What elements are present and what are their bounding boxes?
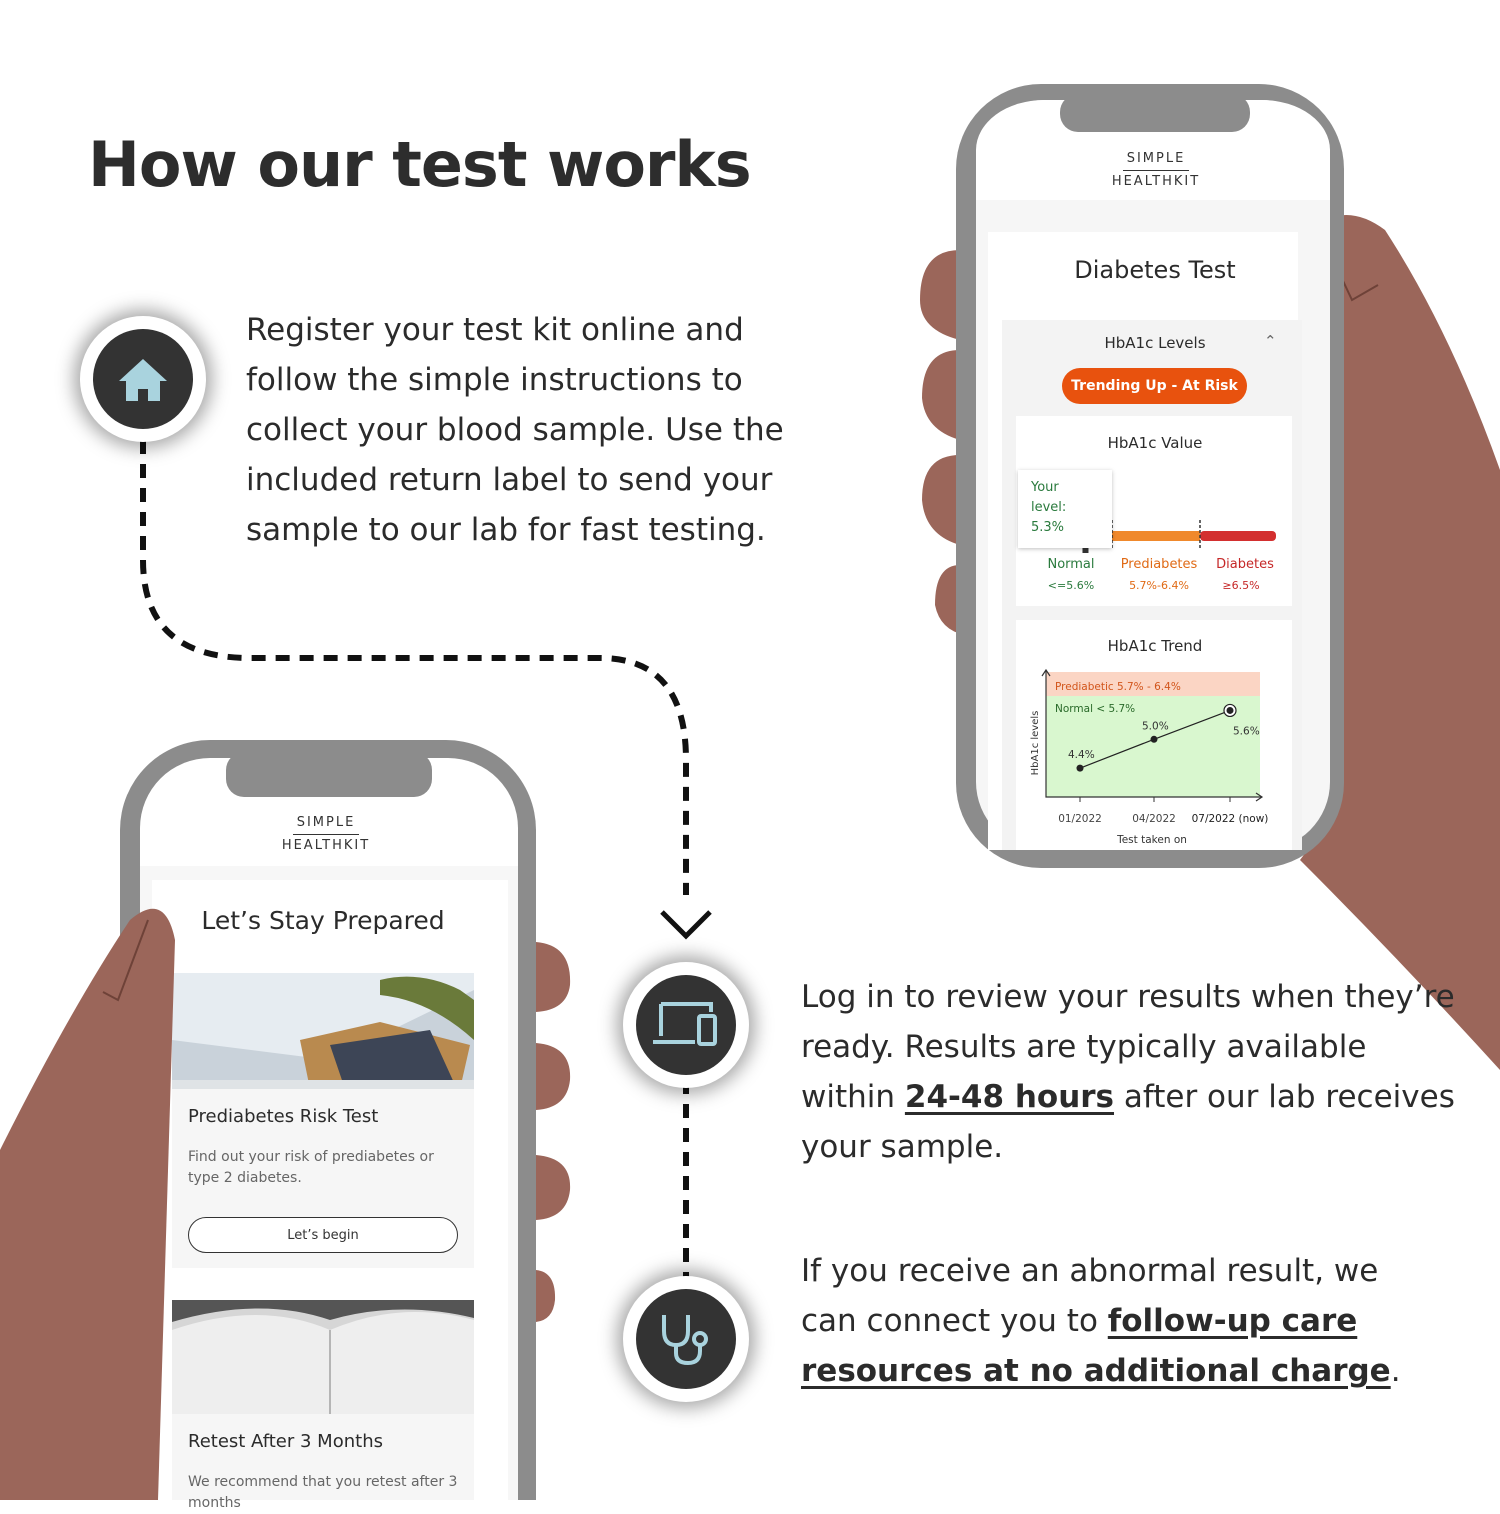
- data-point: [1151, 736, 1158, 743]
- hba1c-value-title: HbA1c Value: [1107, 434, 1203, 452]
- card-retest-description: We recommend that you retest after 3 months: [188, 1474, 458, 1511]
- chevron-down-icon: [662, 912, 710, 936]
- band-label-normal: Normal < 5.7%: [1055, 703, 1136, 715]
- basket-photo: [172, 973, 474, 1089]
- lets-begin-button[interactable]: Let’s begin: [188, 1217, 458, 1253]
- card-retest-title: Retest After 3 Months: [188, 1431, 383, 1452]
- range-label-diabetes: Diabetes: [1216, 557, 1274, 572]
- prepared-title: Let’s Stay Prepared: [201, 906, 445, 935]
- step-care-text: [801, 1246, 1441, 1396]
- stethoscope-icon: [656, 1309, 716, 1369]
- x-axis-label: Test taken on: [1117, 834, 1187, 846]
- prepared-phone-notch: [226, 752, 432, 797]
- hba1c-trend-title: HbA1c Trend: [1107, 637, 1203, 655]
- data-label: 4.4%: [1068, 749, 1095, 762]
- range-value-normal: <=5.6%: [1047, 579, 1095, 592]
- data-label: 5.6%: [1233, 725, 1260, 738]
- home-icon: [115, 351, 171, 407]
- follow-up-care-link[interactable]: follow-up care resources at no additional charge: [801, 1303, 1391, 1389]
- range-label-normal: Normal: [1047, 557, 1095, 572]
- step-care-text-after: .: [1390, 1353, 1401, 1389]
- left-hand-fingers: [536, 942, 570, 1322]
- data-label: 5.0%: [1142, 720, 1169, 733]
- step-results-text-before: Log in to review your results when they’re ready. Results are typically available within: [801, 979, 1455, 1115]
- card-prediabetes-title: Prediabetes Risk Test: [188, 1106, 379, 1127]
- results-phone-notch: [1060, 94, 1250, 132]
- brand-logo: [1100, 148, 1212, 193]
- data-point: [1227, 707, 1234, 714]
- your-level-value: 5.3%: [1031, 520, 1065, 535]
- left-hand: [0, 909, 175, 1500]
- step-register-text: Register your test kit online and follow the simple instructions to collect your blood sample. Use the included return label to send your sample to our lab for fast testing.: [246, 312, 784, 548]
- x-tick-label: 01/2022: [1058, 813, 1102, 825]
- range-value-diabetes: ≥6.5%: [1222, 579, 1260, 592]
- x-tick-label: 04/2022: [1132, 813, 1176, 825]
- results-timing-highlight: 24-48 hours: [904, 1079, 1115, 1115]
- trend-chart: [1030, 670, 1268, 846]
- band-label-prediabetic: Prediabetic 5.7% - 6.4%: [1055, 681, 1181, 693]
- brand-line1: SIMPLE: [1123, 148, 1190, 171]
- hba1c-levels-heading[interactable]: HbA1c Levels: [1104, 334, 1206, 352]
- planner-photo: [172, 1300, 474, 1414]
- your-level-tooltip: [1018, 470, 1112, 548]
- y-axis-label: HbA1c levels: [1030, 710, 1041, 776]
- step-care-text-before: If you receive an abnormal result, we can connect you to: [801, 1253, 1379, 1339]
- range-value-prediabetes: 5.7%-6.4%: [1129, 579, 1189, 592]
- step-icon-register: [80, 316, 206, 442]
- brand-line2-2: HEALTHKIT: [281, 838, 371, 853]
- your-level-label: Your level:: [1031, 480, 1067, 515]
- x-tick-label: 07/2022 (now): [1191, 813, 1269, 825]
- step-results-text-after: after our lab receives your sample.: [801, 1079, 1455, 1165]
- brand-logo-2: [278, 812, 374, 857]
- range-bar-prediabetes: [1112, 531, 1200, 541]
- devices-icon: [651, 998, 721, 1054]
- status-badge: Trending Up - At Risk: [1062, 368, 1247, 404]
- range-label-prediabetes: Prediabetes: [1120, 557, 1198, 572]
- results-title: Diabetes Test: [1074, 256, 1236, 284]
- step-icon-care: [623, 1276, 749, 1402]
- chevron-up-icon[interactable]: ⌃: [1264, 332, 1277, 350]
- card-prediabetes-description: Find out your risk of prediabetes or type 2 diabetes.: [188, 1149, 434, 1186]
- page-title: How our test works: [88, 128, 751, 201]
- data-point: [1077, 765, 1084, 772]
- brand-line2: HEALTHKIT: [1111, 174, 1201, 189]
- step-icon-results: [623, 962, 749, 1088]
- brand-line1-2: SIMPLE: [293, 812, 360, 835]
- step-results-text: [801, 972, 1461, 1172]
- range-bar-diabetes: [1200, 531, 1276, 541]
